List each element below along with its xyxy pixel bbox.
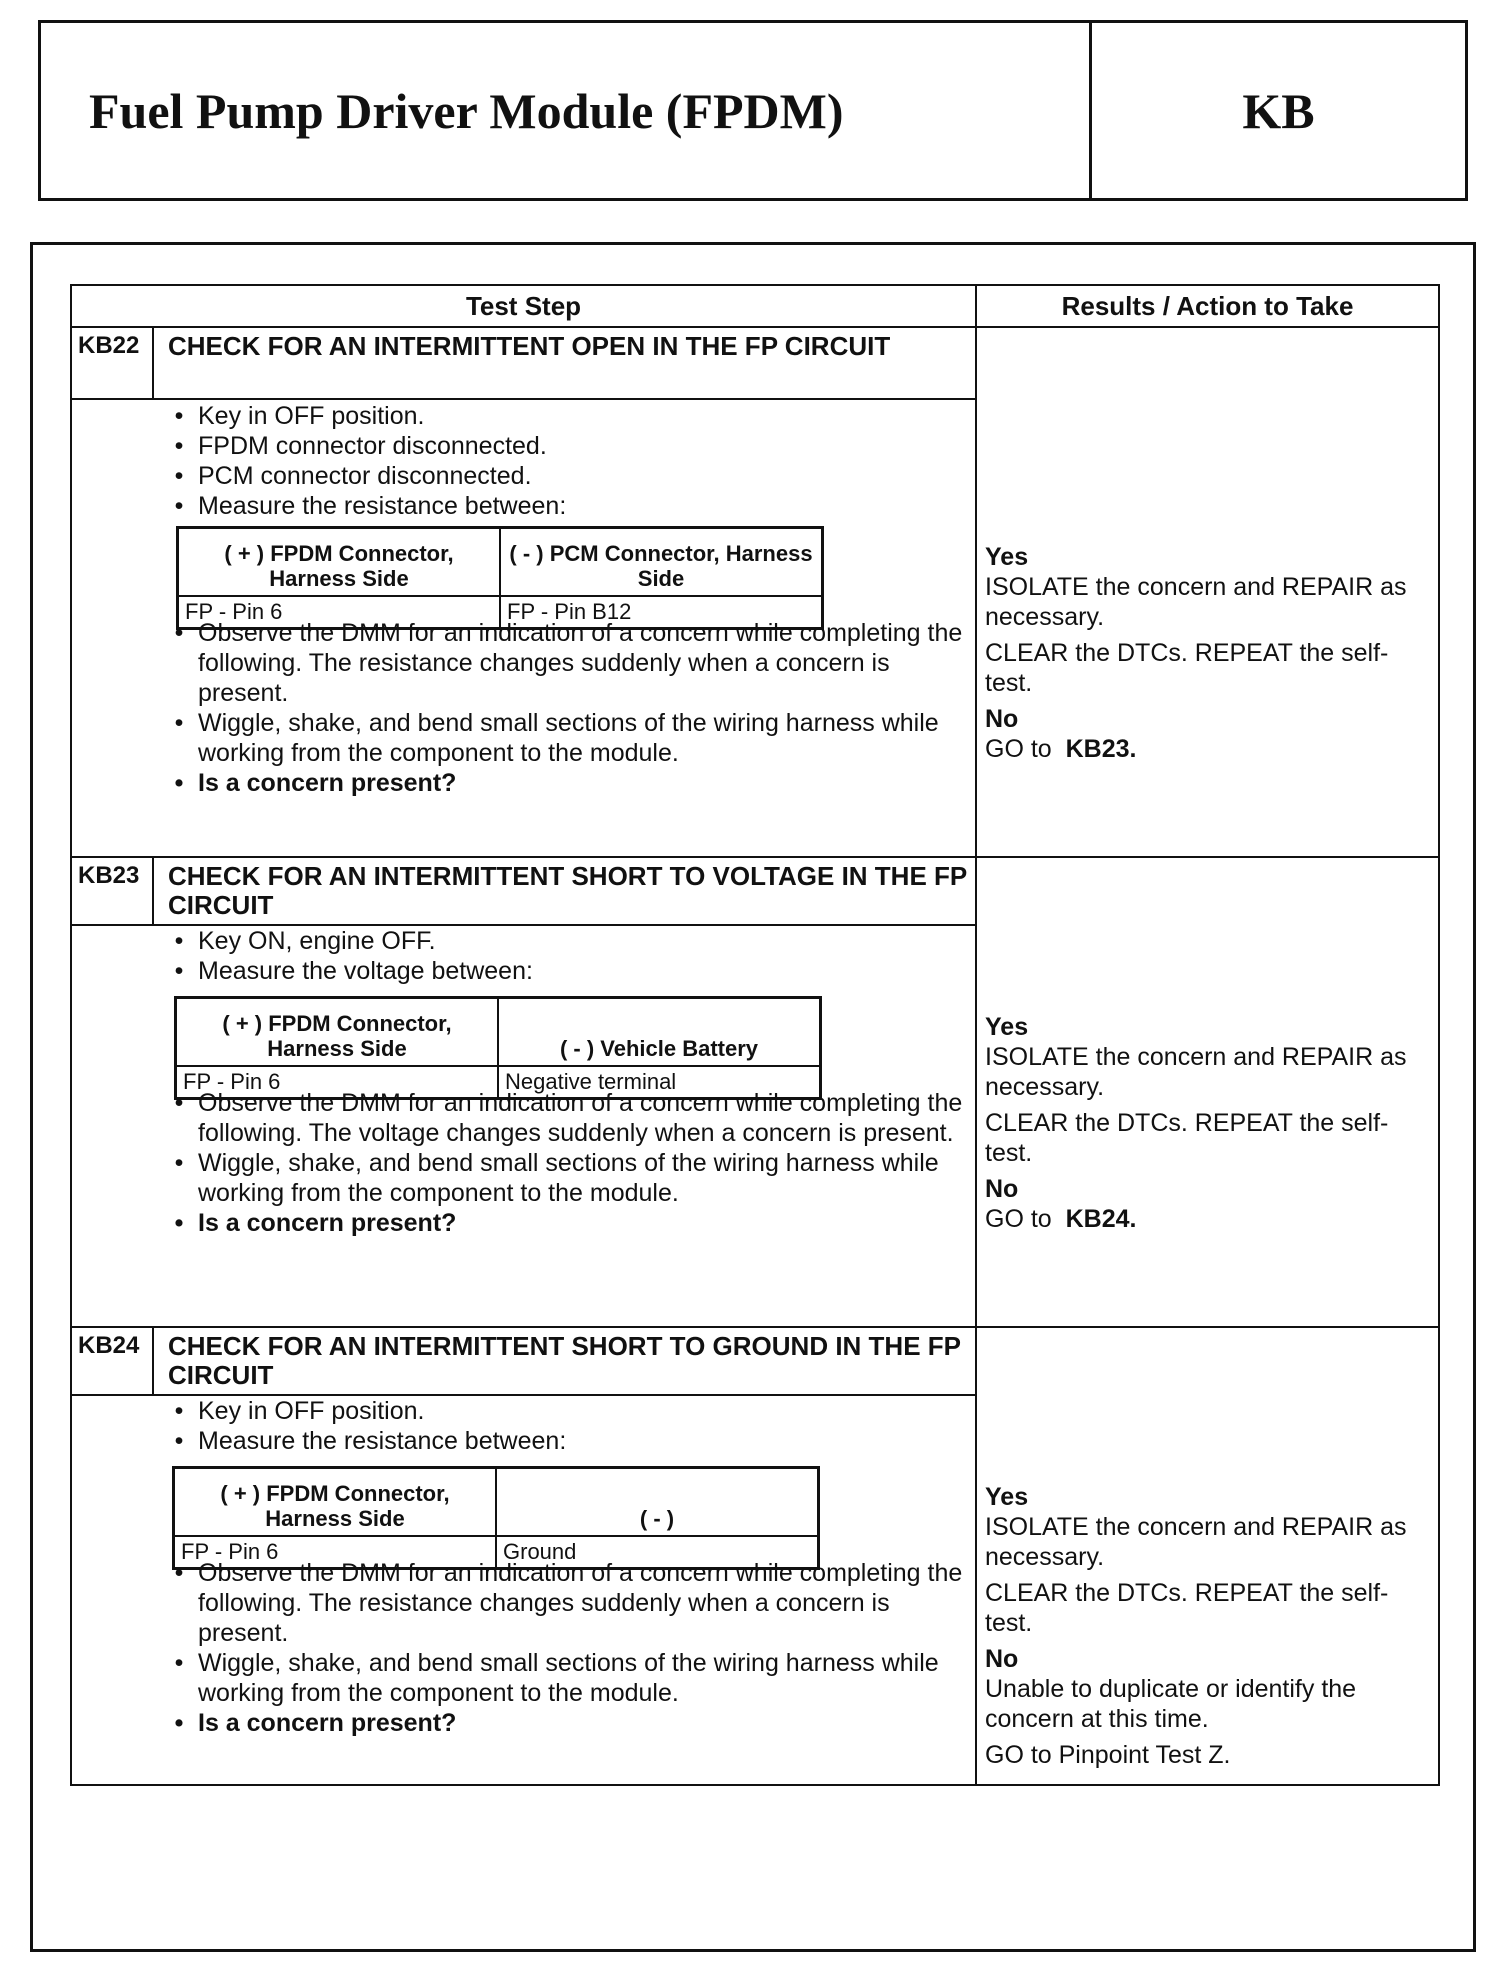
connector-cell-positive: FP - Pin 6: [174, 1536, 497, 1569]
step-title: CHECK FOR AN INTERMITTENT SHORT TO GROUND IN THE FP CIRCUIT: [168, 1331, 961, 1390]
result-kb23: [985, 1012, 1435, 1234]
question-item: • Is a concern present?: [174, 1209, 457, 1237]
step-title: CHECK FOR AN INTERMITTENT SHORT TO VOLTAGE IN THE FP CIRCUIT: [168, 861, 967, 920]
list-item: • Wiggle, shake, and bend small sections of the wiring harness while working from the component to the module.: [174, 1649, 939, 1707]
result-kb24: [985, 1482, 1435, 1770]
connector-header-positive: ( + ) FPDM Connector, Harness Side: [176, 998, 499, 1067]
step-id: KB22: [72, 328, 154, 398]
step-id: KB24: [72, 1328, 154, 1394]
pre-steps: [160, 926, 980, 986]
result-yes: Yes: [985, 1013, 1029, 1041]
connector-table: [174, 996, 822, 1100]
result-yes-action: ISOLATE the concern and REPAIR as necessary.: [985, 573, 1407, 631]
list-item: • PCM connector disconnected.: [174, 462, 532, 490]
post-steps: [160, 1558, 980, 1738]
list-item: • Wiggle, shake, and bend small sections of the wiring harness while working from the component to the module.: [174, 709, 939, 767]
list-item: • Key in OFF position.: [174, 1397, 425, 1425]
page-header: [38, 20, 1468, 201]
result-yes-action: CLEAR the DTCs. REPEAT the self-test.: [985, 639, 1389, 697]
list-item: • FPDM connector disconnected.: [174, 432, 547, 460]
result-yes-action: ISOLATE the concern and REPAIR as necessary.: [985, 1513, 1407, 1571]
connector-cell-negative: Ground: [496, 1536, 819, 1569]
list-item: • Measure the resistance between:: [174, 1427, 567, 1455]
list-item: • Measure the voltage between:: [174, 957, 533, 985]
col-header-test-step: Test Step: [72, 286, 975, 328]
result-no-action: GO to Pinpoint Test Z.: [985, 1741, 1231, 1769]
result-no-action: Unable to duplicate or identify the concern at this time.: [985, 1675, 1357, 1733]
result-yes-action: CLEAR the DTCs. REPEAT the self-test.: [985, 1579, 1389, 1637]
connector-header-positive: ( + ) FPDM Connector, Harness Side: [178, 528, 501, 597]
step-title: CHECK FOR AN INTERMITTENT OPEN IN THE FP CIRCUIT: [168, 331, 891, 361]
result-no: No: [985, 1175, 1019, 1203]
pre-steps: [160, 1396, 980, 1456]
step-id: KB23: [72, 858, 154, 924]
result-yes: Yes: [985, 1483, 1029, 1511]
result-kb22: [985, 542, 1435, 764]
page-title: Fuel Pump Driver Module (FPDM): [41, 23, 1092, 198]
connector-header-negative: ( - ): [496, 1468, 819, 1537]
pre-steps: [160, 401, 980, 521]
result-yes-action: CLEAR the DTCs. REPEAT the self-test.: [985, 1109, 1389, 1167]
connector-header-negative: ( - ) Vehicle Battery: [498, 998, 821, 1067]
post-steps: [160, 618, 980, 798]
result-yes-action: ISOLATE the concern and REPAIR as necessary.: [985, 1043, 1407, 1101]
section-code: KB: [1242, 82, 1315, 139]
col-header-results: Results / Action to Take: [977, 286, 1438, 328]
connector-cell-negative: Negative terminal: [498, 1066, 821, 1099]
connector-cell-negative: FP - Pin B12: [500, 596, 823, 629]
step-header: [72, 858, 975, 926]
list-item: • Observe the DMM for an indication of a concern while completing the following. The resistance changes suddenly when a concern is present.: [174, 619, 963, 707]
result-no-action: GO to KB23.: [985, 735, 1137, 763]
connector-cell-positive: FP - Pin 6: [178, 596, 501, 629]
list-item: • Key ON, engine OFF.: [174, 927, 436, 955]
list-item: • Measure the resistance between:: [174, 492, 567, 520]
result-yes: Yes: [985, 543, 1029, 571]
test-step-table: [70, 284, 1440, 1786]
connector-header-negative: ( - ) PCM Connector, Harness Side: [500, 528, 823, 597]
list-item: • Wiggle, shake, and bend small sections of the wiring harness while working from the component to the module.: [174, 1149, 939, 1207]
result-no-action: GO to KB24.: [985, 1205, 1137, 1233]
list-item: • Key in OFF position.: [174, 402, 425, 430]
post-steps: [160, 1088, 980, 1238]
connector-table: [172, 1466, 820, 1570]
step-header: [72, 328, 975, 400]
question-item: • Is a concern present?: [174, 1709, 457, 1737]
result-no: No: [985, 705, 1019, 733]
list-item: • Observe the DMM for an indication of a concern while completing the following. The voltage changes suddenly when a concern is present.: [174, 1089, 963, 1147]
goto-target: KB23.: [1065, 735, 1137, 763]
step-header: [72, 1328, 975, 1396]
connector-cell-positive: FP - Pin 6: [176, 1066, 499, 1099]
list-item: • Observe the DMM for an indication of a concern while completing the following. The resistance changes suddenly when a concern is present.: [174, 1559, 963, 1647]
question-item: • Is a concern present?: [174, 769, 457, 797]
connector-table: [176, 526, 824, 630]
result-no: No: [985, 1645, 1019, 1673]
goto-target: KB24.: [1065, 1205, 1137, 1233]
connector-header-positive: ( + ) FPDM Connector, Harness Side: [174, 1468, 497, 1537]
